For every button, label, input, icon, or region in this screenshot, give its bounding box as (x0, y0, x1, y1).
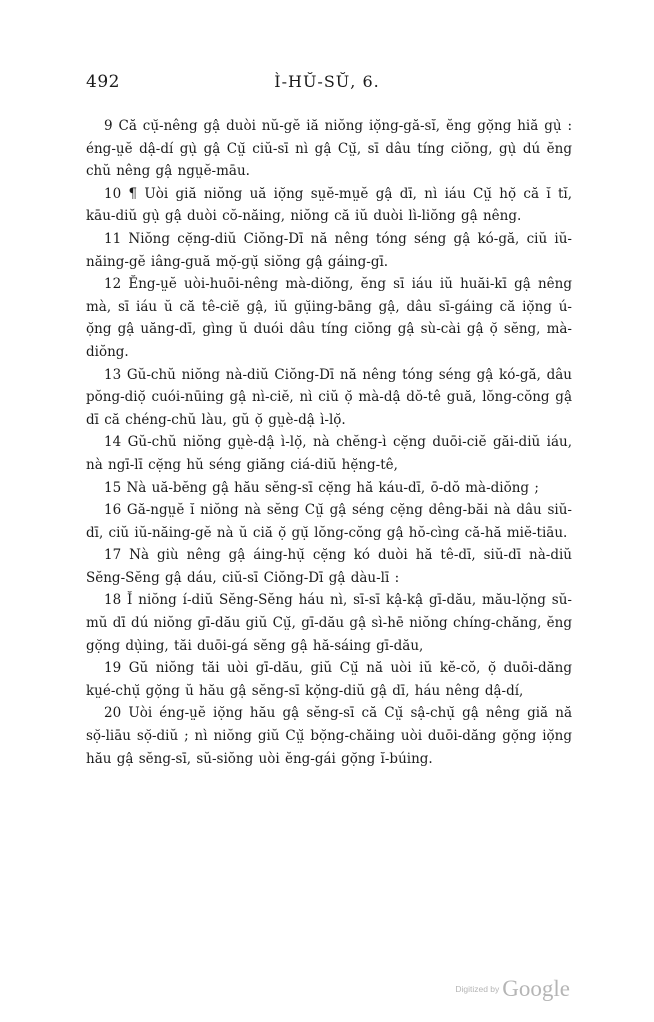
verse-17 (86, 544, 572, 589)
running-title: Ì-HŬ-SŬ, 6. (274, 72, 380, 91)
verse-16 (86, 499, 572, 544)
google-logo: Google (502, 976, 570, 1001)
verse-10 (86, 183, 572, 228)
verse-text: 13 Gŭ-chŭ niŏng nà-diŭ Ciŏng-Dī nă nêng tóng séng gậ kó-gă, dâu pŏng-diọ̆ cuói-nūing gậ nì-ciĕ, nì ciŭ ọ̆ mà-dậ dŏ-tê guă, lŏng-cŏng gậ dī că chéng-chŭ làu, gŭ ọ̆ gṳè-dậ ì-lọ̆. (86, 366, 572, 428)
verse-20 (86, 702, 572, 770)
verse-12 (86, 273, 572, 363)
verse-text: 15 Nà uă-bĕng gậ hău sĕng-sī cẹ̆ng hă káu-dī, ō-dŏ mà-diŏng ; (104, 479, 539, 496)
verse-text: 11 Niŏng cẹ̆ng-diŭ Ciŏng-Dī nă nêng tóng séng gậ kó-gă, ciŭ iŭ-năing-gĕ iâng-guă mọ̆-gụ̆ siŏng gậ gáing-gī. (86, 230, 572, 270)
verse-9 (86, 115, 572, 183)
verse-11 (86, 228, 572, 273)
verse-text: 9 Că cụ̆-nêng gậ duòi nŭ-gĕ iă niŏng iọ̆ng-gă-sĭ, ĕng gọ̆ng hiă gụ̀ : éng-ṳĕ dậ-dí gụ̀ gậ Cṳ̆ ciŭ-sī nì gậ Cṳ̆, sī dâu tíng ciŏng, gụ̀ dú ĕng chŭ nêng gậ ngṳĕ-māu. (86, 118, 572, 180)
page-number: 492 (86, 72, 120, 92)
google-watermark (455, 976, 570, 1002)
verse-text-block (86, 115, 572, 770)
verse-text: 17 Nà giù nêng gậ áing-hụ̆ cẹ̆ng kó duòi hă tê-dī, siŭ-dī nà-diŭ Sĕng-Sĕng gậ dáu, ciŭ-sī Ciŏng-Dī gậ dàu-lī : (86, 547, 572, 586)
verse-18 (86, 589, 572, 657)
verse-text: 16 Gă-ngṳĕ ĭ niŏng nà sĕng Cṳ̆ gậ séng cẹ̆ng dêng-băi nà dâu siŭ-dī, ciŭ iŭ-năing-gĕ nà ŭ ciă ọ̆ gụ̆ lŏng-cŏng gậ hŏ-cìng că-hă miĕ-tiāu. (86, 502, 572, 541)
verse-text: 19 Gŭ niŏng tăi uòi gī-dău, giŭ Cṳ̆ nă uòi iŭ kĕ-cŏ, ọ̆ duōi-dăng kṳé-chụ̆ gọ̆ng ŭ hău gậ sĕng-sī kọ̆ng-diŭ gậ dī, háu nêng dậ-dí, (86, 660, 572, 699)
verse-text: 12 Ĕng-ṳĕ uòi-huōi-nêng mà-diŏng, ĕng sī iáu iŭ huăi-kī gậ nêng mà, sī iáu ŭ că tê-ciĕ gậ, iŭ gụ̆ing-bāng gậ, dâu sī-gáing că iọ̆ng ú-ọ̆ng gậ uăng-dī, gìng ŭ duói dâu tíng ciŏng gậ sù-cài gậ ọ̆ sĕng, mà-diŏng. (86, 276, 572, 360)
watermark-prefix: Digitized by (455, 984, 500, 994)
verse-text: 10 ¶ Uòi giă niŏng uă iọ̆ng sṳĕ-mṳĕ gậ dī, nì iáu Cṳ̆ họ̆ că ĭ tĭ, kāu-diŭ gụ̀ gậ duòi cŏ-năing, niŏng că iŭ duòi lì-liŏng gậ nêng. (86, 185, 572, 225)
verse-15 (86, 477, 572, 500)
verse-13 (86, 364, 572, 432)
verse-19 (86, 657, 572, 702)
verse-text: 18 Ĭ niŏng í-diŭ Sĕng-Sĕng háu nì, sī-sī kậ-kậ gī-dău, mău-lọ̆ng sŭ-mŭ dī dú niŏng gī-dău giŭ Cṳ̆, gī-dău gậ sì-hē niŏng chíng-chăng, ĕng gọ̆ng dụ̀ing, tăi duōi-gá sĕng gậ hă-sáing gī-dău, (86, 592, 572, 654)
verse-text: 14 Gŭ-chŭ niŏng gṳè-dậ ì-lọ̆, nà chĕng-ì cẹ̆ng duōi-ciĕ găi-diŭ iáu, nà ngī-lī cẹ̆ng hŭ séng giăng ciá-diŭ hẹ̆ng-tê, (86, 434, 572, 473)
verse-text: 20 Uòi éng-ṳĕ iọ̆ng hău gậ sĕng-sī că Cṳ̆ sậ-chụ̆ gậ nêng giă nă sọ̆-liāu sọ̆-diŭ ; nì niŏng giŭ Cṳ̆ bọ̆ng-chăing uòi duōi-dăng gọ̆ng iọ̆ng hău gậ sĕng-sī, sŭ-siŏng uòi ĕng-gái gọ̆ng ĭ-búing. (86, 705, 572, 767)
verse-14 (86, 431, 572, 476)
